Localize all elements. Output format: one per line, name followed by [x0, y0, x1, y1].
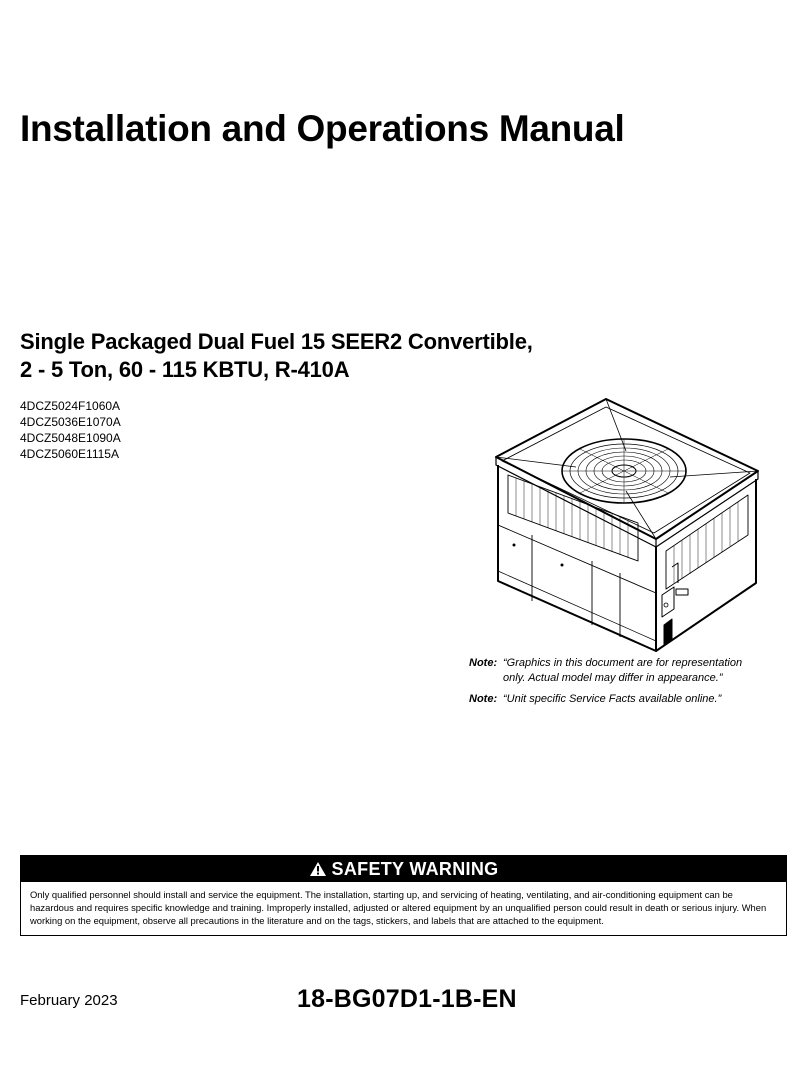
- note: [469, 656, 789, 686]
- model-number: 4DCZ5024F1060A: [20, 399, 121, 413]
- safety-warning-header: [21, 856, 786, 882]
- model-number: 4DCZ5036E1070A: [20, 415, 121, 429]
- note-label: Note:: [469, 693, 498, 705]
- model-list: [20, 398, 121, 462]
- note-line: “Graphics in this document are for representation: [503, 657, 743, 669]
- note: [469, 692, 789, 707]
- safety-warning-box: [20, 855, 787, 936]
- packaged-unit-illustration: [494, 395, 766, 653]
- model-number: 4DCZ5060E1115A: [20, 447, 119, 461]
- note-line: only. Actual model may differ in appearance.”: [503, 672, 723, 684]
- notes-block: [469, 656, 789, 713]
- model-number: 4DCZ5048E1090A: [20, 431, 121, 445]
- subtitle-line-2: 2 - 5 Ton, 60 - 115 KBTU, R-410A: [20, 357, 350, 382]
- subtitle-line-1: Single Packaged Dual Fuel 15 SEER2 Convertible,: [20, 329, 533, 354]
- publication-date: February 2023: [20, 992, 118, 1009]
- safety-warning-title: SAFETY WARNING: [331, 858, 499, 879]
- safety-warning-text: Only qualified personnel should install and service the equipment. The installation, starting up, and servicing of heating, ventilating, and air-conditioning equipment can be hazardous and requires specific knowledge and training. Improperly installed, adjusted or altered equipment by an unqualified person could result in death or serious injury. When working on the equipment, observe all precautions in the literature and on the tags, stickers, and labels that are attached to the equipment.: [30, 889, 767, 926]
- document-number: 18-BG07D1-1B-EN: [297, 985, 517, 1013]
- document-title: Installation and Operations Manual: [20, 108, 625, 149]
- warning-triangle-icon: [309, 861, 327, 877]
- note-label: Note:: [469, 657, 498, 669]
- note-text: “Unit specific Service Facts available online.”: [503, 693, 722, 705]
- note-text: [503, 656, 789, 686]
- document-subtitle: [20, 328, 533, 384]
